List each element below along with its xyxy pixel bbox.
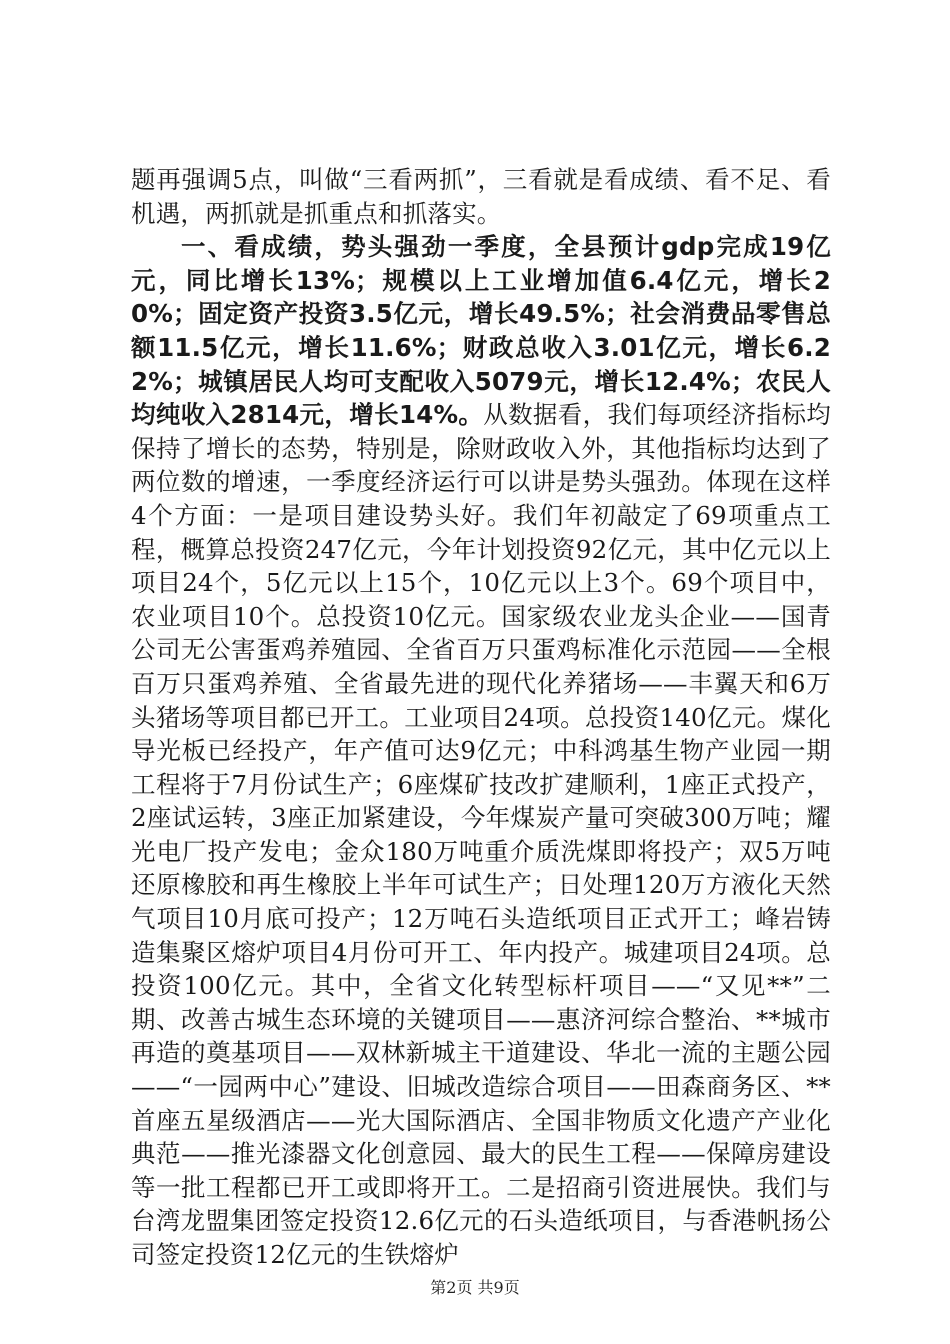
page-number-footer: 第2页 共9页 bbox=[430, 1278, 520, 1297]
main-paragraph bbox=[131, 230, 831, 1271]
achievements-heading-text: 一、看成绩，势头强劲一季度，全县预计gdp完成19亿元，同比增长13%；规模以上工业增加值6.4亿元，增长20%；固定资产投资3.5亿元，增长49.5%；社会消费品零售总额11.5亿元，增长11.6%；财政总收入3.01亿元，增长6.22%；城镇居民人均可支配收入5079元，增长12.4%；农民人均纯收入2814元，增长14%。 bbox=[131, 232, 831, 430]
document-body bbox=[131, 163, 831, 1272]
intro-paragraph: 题再强调5点，叫做“三看两抓”，三看就是看成绩、看不足、看机遇，两抓就是抓重点和抓落实。 bbox=[131, 165, 831, 228]
achievements-body-text: 从数据看，我们每项经济指标均保持了增长的态势，特别是，除财政收入外，其他指标均达到了两位数的增速，一季度经济运行可以讲是势头强劲。体现在这样4个方面：一是项目建设势头好。我们年初敲定了69项重点工程，概算总投资247亿元，今年计划投资92亿元，其中亿元以上项目24个，5亿元以上15个，10亿元以上3个。69个项目中，农业项目10个。总投资10亿元。国家级农业龙头企业——国青公司无公害蛋鸡养殖园、全省百万只蛋鸡标准化示范园——全根百万只蛋鸡养殖、全省最先进的现代化养猪场——丰翼天和6万头猪场等项目都已开工。工业项目24项。总投资140亿元。煤化导光板已经投产，年产值可达9亿元；中科鸿基生物产业园一期工程将于7月份试生产；6座煤矿技改扩建顺利，1座正式投产，2座试运转，3座正加紧建设，今年煤炭产量可突破300万吨；耀光电厂投产发电；金众180万吨重介质洗煤即将投产；双5万吨还原橡胶和再生橡胶上半年可试生产；日处理120万方液化天然气项目10月底可投产；12万吨石头造纸项目正式开工；峰岩铸造集聚区熔炉项目4月份可开工、年内投产。城建项目24项。总投资100亿元。其中，全省文化转型标杆项目——“又见**”二期、改善古城生态环境的关键项目——惠济河综合整治、**城市再造的奠基项目——双林新城主干道建设、华北一流的主题公园——“一园两中心”建设、旧城改造综合项目——田森商务区、**首座五星级酒店——光大国际酒店、全国非物质文化遗产产业化典范——推光漆器文化创意园、最大的民生工程——保障房建设等一批工程都已开工或即将开工。二是招商引资进展快。我们与台湾龙盟集团签定投资12.6亿元的石头造纸项目，与香港帆扬公司签定投资12亿元的生铁熔炉 bbox=[131, 400, 831, 1269]
